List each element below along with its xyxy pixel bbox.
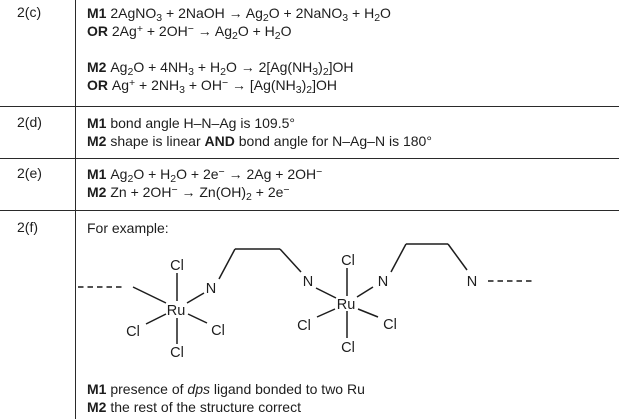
- question-label-2d: 2(d): [17, 114, 42, 130]
- atom-label-cl: Cl: [211, 323, 225, 339]
- atom-label-cl: Cl: [297, 318, 311, 334]
- answer-lines-2c: [87, 4, 619, 94]
- answer-lines-2e: [87, 165, 619, 201]
- atom-label-n: N: [205, 281, 217, 297]
- text-line: For example:: [87, 220, 169, 236]
- text-line: M2 $Zn + 2OH^- \to Zn(OH)_2 + 2e^-$: [87, 183, 290, 203]
- question-label-2e: 2(e): [17, 165, 42, 181]
- answer-cell-2d: [75, 107, 619, 158]
- atom-label-ru: Ru: [166, 303, 186, 319]
- text-line: M1 presence of dps ligand bonded to two Ru: [87, 381, 365, 397]
- atom-label-n: N: [377, 274, 389, 290]
- for-example-text: [87, 219, 619, 237]
- structure-diagram-area: [87, 237, 619, 380]
- atom-label-cl: Cl: [170, 258, 184, 274]
- answer-cell-2e: [75, 159, 619, 210]
- text-line: OR $2Ag^+ + 2OH^- \to Ag_2O + H_2O$: [87, 22, 292, 42]
- question-label-2f: 2(f): [17, 219, 38, 235]
- atom-label-cl: Cl: [383, 317, 397, 333]
- table-row-2d: [0, 107, 619, 159]
- atom-label-cl: Cl: [170, 345, 184, 361]
- atom-label-cl: Cl: [341, 340, 355, 356]
- marking-points-2f: [87, 380, 619, 416]
- atom-label-ru: Ru: [336, 297, 356, 313]
- text-line: [87, 40, 619, 58]
- atom-label-cl: Cl: [341, 253, 355, 269]
- atom-label-cl: Cl: [126, 324, 140, 340]
- answer-lines-2d: [87, 114, 619, 150]
- text-line: OR $Ag^+ + 2NH_3 + OH^- \to [Ag(NH_3)_2]OH$: [87, 76, 338, 96]
- text-line: M2 $Ag_2O + 4NH_3 + H_2O \to 2[Ag(NH_3)_2]OH$: [87, 59, 354, 78]
- text-line: M2 shape is linear AND bond angle for N–Ag–N is 180°: [87, 133, 432, 149]
- text-line: M2 the rest of the structure correct: [87, 399, 301, 415]
- answer-cell-2f: [75, 211, 619, 419]
- text-line: M1 bond angle H–N–Ag is 109.5°: [87, 115, 295, 131]
- table-row-2f: [0, 211, 619, 419]
- atom-label-n: N: [466, 274, 478, 290]
- text-line: M1 $Ag_2O + H_2O + 2e^- \to 2Ag + 2OH^-$: [87, 165, 323, 185]
- table-row-2c: [0, 0, 619, 107]
- text-line: M1 2AgNO$_3$ + 2NaOH → $Ag_2O$ + 2NaNO$_3$ + $H_2O$: [87, 5, 391, 24]
- question-label-2c: 2(c): [17, 4, 42, 20]
- table-row-2e: [0, 159, 619, 211]
- answer-cell-2c: [75, 0, 619, 106]
- atom-label-n: N: [302, 274, 314, 290]
